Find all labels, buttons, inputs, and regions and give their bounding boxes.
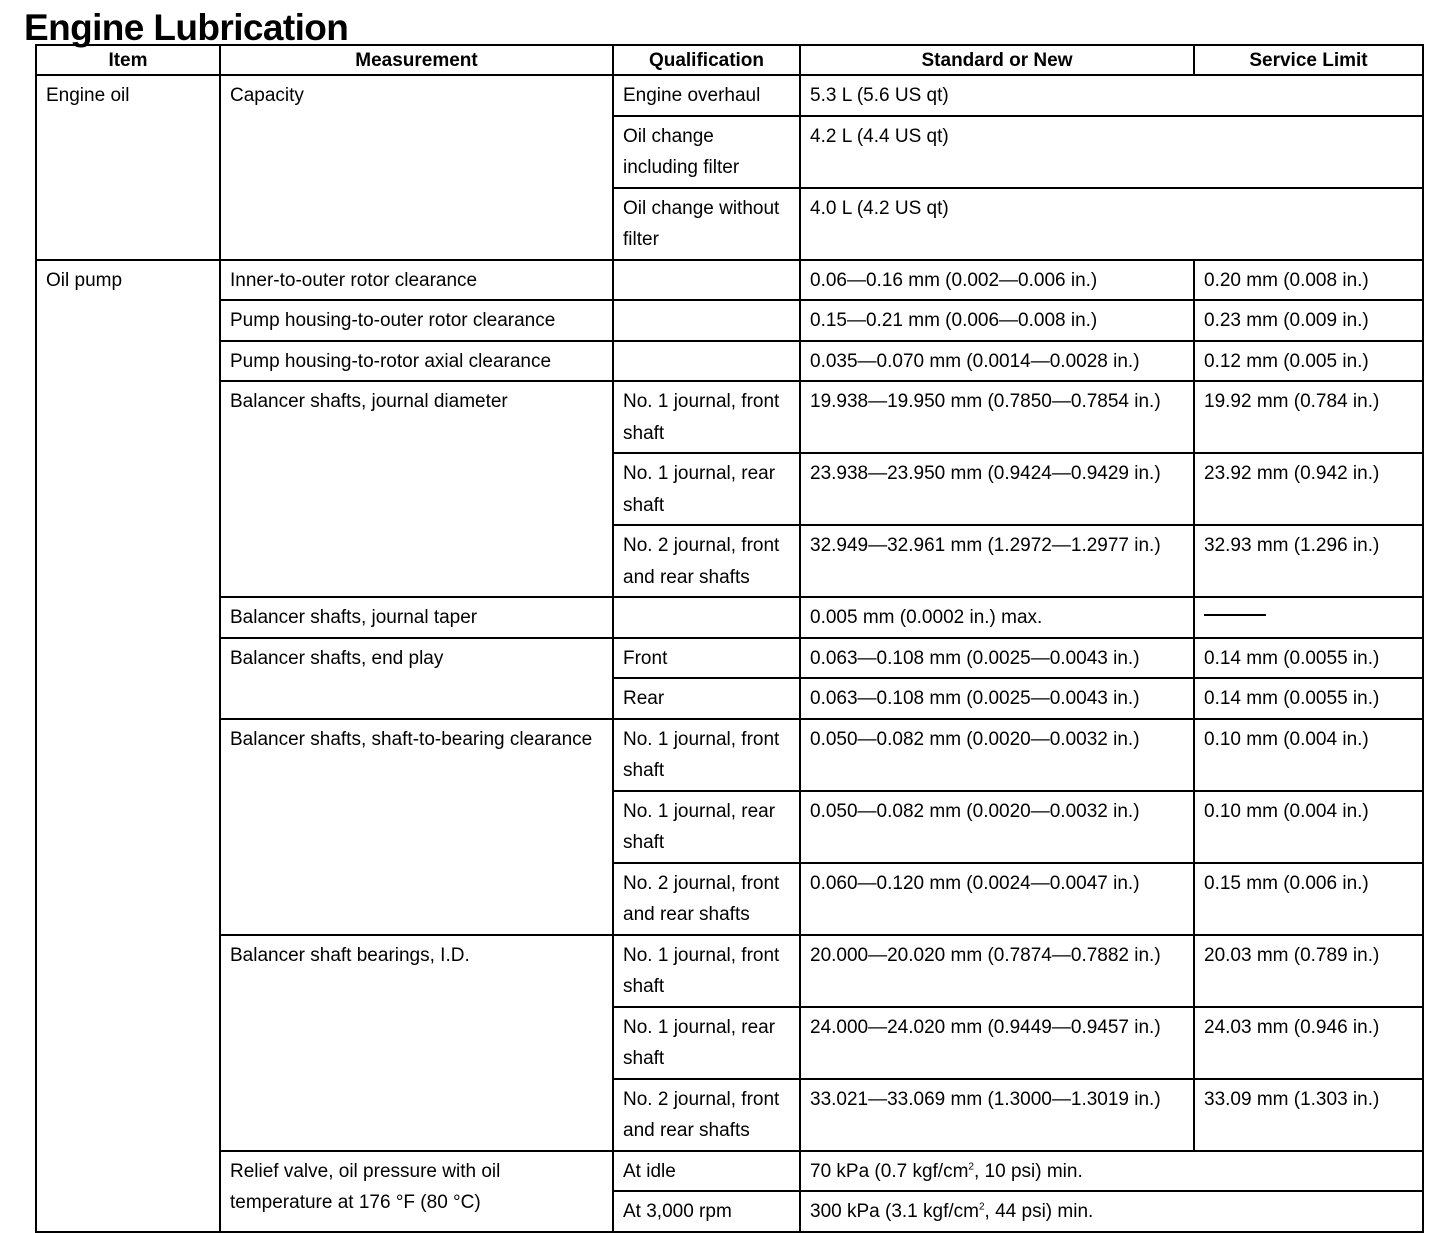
table-row bbox=[36, 300, 1423, 341]
standard-cell: 24.000—24.020 mm (0.9449—0.9457 in.) bbox=[800, 1007, 1194, 1079]
standard-cell bbox=[800, 1191, 1423, 1232]
qualification-cell bbox=[613, 341, 800, 382]
limit-cell bbox=[1194, 597, 1423, 638]
standard-cell: 0.005 mm (0.0002 in.) max. bbox=[800, 597, 1194, 638]
qualification-cell: Front bbox=[613, 638, 800, 679]
qualification-cell bbox=[613, 597, 800, 638]
header-measurement: Measurement bbox=[220, 45, 613, 75]
qualification-cell: No. 2 journal, front and rear shafts bbox=[613, 525, 800, 597]
measurement-cell: Balancer shafts, end play bbox=[220, 638, 613, 719]
pressure-value-text: 70 kPa (0.7 kgf/cm bbox=[810, 1160, 969, 1182]
limit-cell: 0.15 mm (0.006 in.) bbox=[1194, 863, 1423, 935]
qualification-cell: No. 2 journal, front and rear shafts bbox=[613, 863, 800, 935]
item-cell: Oil pump bbox=[36, 260, 220, 1232]
limit-cell: 0.10 mm (0.004 in.) bbox=[1194, 719, 1423, 791]
table-row bbox=[36, 638, 1423, 679]
table-row bbox=[36, 341, 1423, 382]
pressure-value-text: , 10 psi) min. bbox=[973, 1160, 1083, 1182]
standard-cell: 4.2 L (4.4 US qt) bbox=[800, 116, 1423, 188]
qualification-cell: No. 1 journal, front shaft bbox=[613, 719, 800, 791]
page-title: Engine Lubrication bbox=[24, 7, 349, 48]
qualification-cell: Engine overhaul bbox=[613, 75, 800, 116]
table-row bbox=[36, 935, 1423, 1007]
measurement-cell: Balancer shafts, shaft-to-bearing clearance bbox=[220, 719, 613, 935]
engine-lubrication-table bbox=[35, 44, 1424, 1233]
table-row bbox=[36, 597, 1423, 638]
standard-cell: 20.000—20.020 mm (0.7874—0.7882 in.) bbox=[800, 935, 1194, 1007]
qualification-cell: No. 1 journal, rear shaft bbox=[613, 453, 800, 525]
standard-cell: 23.938—23.950 mm (0.9424—0.9429 in.) bbox=[800, 453, 1194, 525]
superscript-2: 2 bbox=[978, 1201, 985, 1213]
standard-cell: 0.063—0.108 mm (0.0025—0.0043 in.) bbox=[800, 678, 1194, 719]
limit-cell: 0.23 mm (0.009 in.) bbox=[1194, 300, 1423, 341]
table-row bbox=[36, 1151, 1423, 1192]
table-row bbox=[36, 719, 1423, 791]
qualification-cell: Oil change including filter bbox=[613, 116, 800, 188]
measurement-cell: Pump housing-to-rotor axial clearance bbox=[220, 341, 613, 382]
limit-cell: 23.92 mm (0.942 in.) bbox=[1194, 453, 1423, 525]
standard-cell: 4.0 L (4.2 US qt) bbox=[800, 188, 1423, 260]
measurement-cell: Inner-to-outer rotor clearance bbox=[220, 260, 613, 301]
no-limit-dash bbox=[1204, 614, 1266, 616]
table-row bbox=[36, 260, 1423, 301]
qualification-cell: Oil change without filter bbox=[613, 188, 800, 260]
standard-cell bbox=[800, 1151, 1423, 1192]
measurement-cell: Capacity bbox=[220, 75, 613, 260]
standard-cell: 0.060—0.120 mm (0.0024—0.0047 in.) bbox=[800, 863, 1194, 935]
standard-cell: 32.949—32.961 mm (1.2972—1.2977 in.) bbox=[800, 525, 1194, 597]
measurement-cell: Balancer shaft bearings, I.D. bbox=[220, 935, 613, 1151]
limit-cell: 20.03 mm (0.789 in.) bbox=[1194, 935, 1423, 1007]
qualification-cell: No. 1 journal, rear shaft bbox=[613, 1007, 800, 1079]
limit-cell: 24.03 mm (0.946 in.) bbox=[1194, 1007, 1423, 1079]
pressure-value-text: 300 kPa (3.1 kgf/cm bbox=[810, 1201, 979, 1222]
qualification-cell: At idle bbox=[613, 1151, 800, 1192]
limit-cell: 0.14 mm (0.0055 in.) bbox=[1194, 678, 1423, 719]
limit-cell: 0.12 mm (0.005 in.) bbox=[1194, 341, 1423, 382]
header-qualification: Qualification bbox=[613, 45, 800, 75]
header-row bbox=[36, 45, 1423, 75]
standard-cell: 33.021—33.069 mm (1.3000—1.3019 in.) bbox=[800, 1079, 1194, 1151]
standard-cell: 0.035—0.070 mm (0.0014—0.0028 in.) bbox=[800, 341, 1194, 382]
pressure-value-text: , 44 psi) min. bbox=[984, 1201, 1094, 1222]
standard-cell: 0.050—0.082 mm (0.0020—0.0032 in.) bbox=[800, 719, 1194, 791]
standard-cell: 19.938—19.950 mm (0.7850—0.7854 in.) bbox=[800, 381, 1194, 453]
measurement-cell: Balancer shafts, journal taper bbox=[220, 597, 613, 638]
standard-cell: 0.050—0.082 mm (0.0020—0.0032 in.) bbox=[800, 791, 1194, 863]
table-row bbox=[36, 75, 1423, 116]
standard-cell: 0.063—0.108 mm (0.0025—0.0043 in.) bbox=[800, 638, 1194, 679]
measurement-cell: Relief valve, oil pressure with oil temperature at 176 °F (80 °C) bbox=[220, 1151, 613, 1232]
table-row bbox=[36, 381, 1423, 453]
qualification-cell bbox=[613, 260, 800, 301]
header-service-limit: Service Limit bbox=[1194, 45, 1423, 75]
qualification-cell: No. 2 journal, front and rear shafts bbox=[613, 1079, 800, 1151]
limit-cell: 19.92 mm (0.784 in.) bbox=[1194, 381, 1423, 453]
standard-cell: 0.06—0.16 mm (0.002—0.006 in.) bbox=[800, 260, 1194, 301]
header-item: Item bbox=[36, 45, 220, 75]
standard-cell: 5.3 L (5.6 US qt) bbox=[800, 75, 1423, 116]
measurement-cell: Balancer shafts, journal diameter bbox=[220, 381, 613, 597]
qualification-cell: Rear bbox=[613, 678, 800, 719]
qualification-cell: No. 1 journal, front shaft bbox=[613, 935, 800, 1007]
item-cell: Engine oil bbox=[36, 75, 220, 260]
superscript-2: 2 bbox=[968, 1161, 974, 1173]
limit-cell: 0.14 mm (0.0055 in.) bbox=[1194, 638, 1423, 679]
qualification-cell bbox=[613, 300, 800, 341]
limit-cell: 33.09 mm (1.303 in.) bbox=[1194, 1079, 1423, 1151]
standard-cell: 0.15—0.21 mm (0.006—0.008 in.) bbox=[800, 300, 1194, 341]
limit-cell: 32.93 mm (1.296 in.) bbox=[1194, 525, 1423, 597]
limit-cell: 0.10 mm (0.004 in.) bbox=[1194, 791, 1423, 863]
qualification-cell: No. 1 journal, rear shaft bbox=[613, 791, 800, 863]
measurement-cell: Pump housing-to-outer rotor clearance bbox=[220, 300, 613, 341]
qualification-cell: At 3,000 rpm bbox=[613, 1191, 800, 1232]
header-standard: Standard or New bbox=[800, 45, 1194, 75]
limit-cell: 0.20 mm (0.008 in.) bbox=[1194, 260, 1423, 301]
qualification-cell: No. 1 journal, front shaft bbox=[613, 381, 800, 453]
